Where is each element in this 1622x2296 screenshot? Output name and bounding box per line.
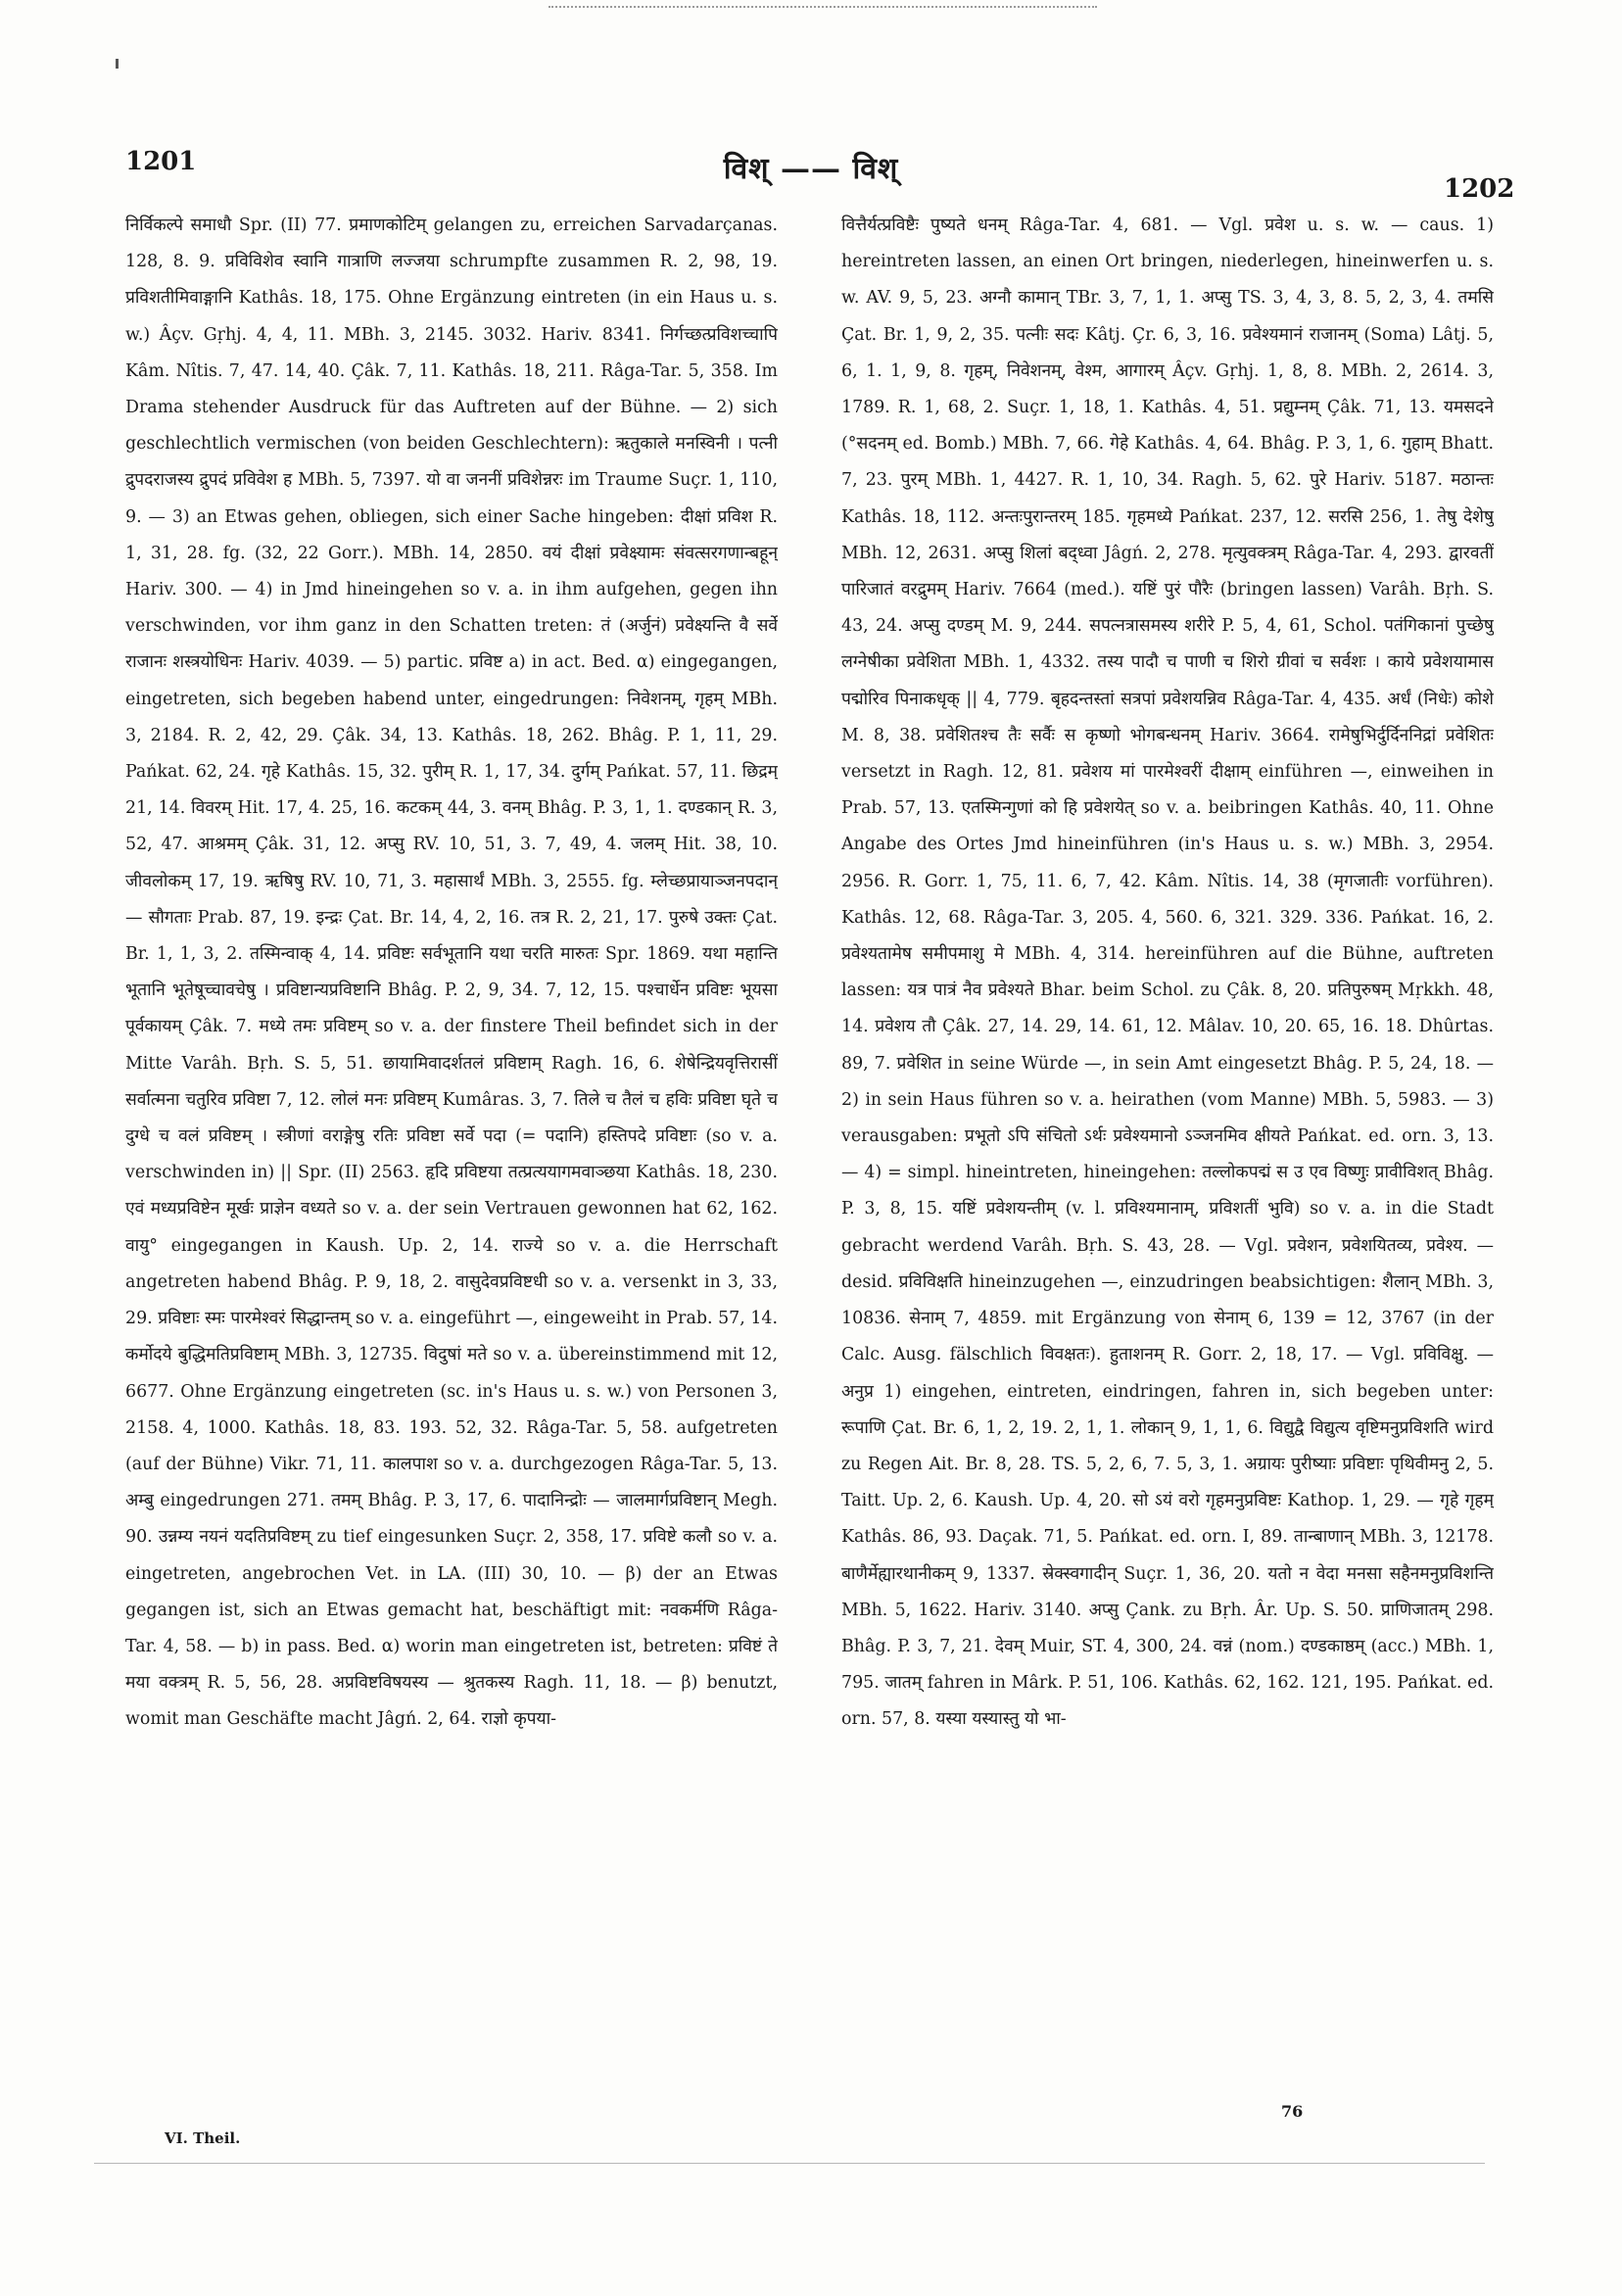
scan-top-edge — [549, 6, 1097, 8]
scan-margin-mark — [116, 59, 119, 69]
column-left-text: निर्विकल्पे समाधौ Spr. (II) 77. प्रमाणकोटिम् gelangen zu, erreichen Sarvadarçanas. 128, 8. 9. प्रविविशेव स्वानि गात्राणि लज्जया schrumpfte zusammen R. 2, 98, 19. प्रविशतीमिवाङ्गानि Kathâs. 18, 175. Ohne Ergänzung eintreten (in ein Haus u. s. w.) Âçv. Gṛhj. 4, 4, 11. MBh. 3, 2145. 3032. Hariv. 8341. निर्गच्छत्प्रविशच्चापि Kâm. Nîtis. 7, 47. 14, 40. Çâk. 7, 11. Kathâs. 18, 211. Râga-Tar. 5, 358. Im Drama stehender Ausdruck für das Auftreten auf der Bühne. — 2) sich geschlechtlich vermischen (von beiden Geschlechtern): ऋतुकाले मनस्विनी । पत्नी द्रुपदराजस्य द्रुपदं प्रविवेश ह MBh. 5, 7397. यो वा जननीं प्रविशेन्नरः im Traume Suçr. 1, 110, 9. — 3) an Etwas gehen, obliegen, sich einer Sache hingeben: दीक्षां प्रविश R. 1, 31, 28. fg. (32, 22 Gorr.). MBh. 14, 2850. वयं दीक्षां प्रवेक्ष्यामः संवत्सरगणान्बहून् Hariv. 300. — 4) in Jmd hineingehen so v. a. in ihm aufgehen, gegen ihn verschwinden, vor ihm ganz in den Schatten treten: तं (अर्जुनं) प्रवेक्ष्यन्ति वै सर्वे राजानः शस्त्रयोधिनः Hariv. 4039. — 5) partic. प्रविष्ट a) in act. Bed. α) eingegangen, eingetreten, sich begeben habend unter, eingedrungen: निवेशनम्, गृहम् MBh. 3, 2184. R. 2, 42, 29. Çâk. 34, 13. Kathâs. 18, 262. Bhâg. P. 1, 11, 29. Pańkat. 62, 24. गृहे Kathâs. 15, 32. पुरीम् R. 1, 17, 34. दुर्गम् Pańkat. 57, 11. छिद्रम् 21, 14. विवरम् Hit. 17, 4. 25, 16. कटकम् 44, 3. वनम् Bhâg. P. 3, 1, 1. दण्डकान् R. 3, 52, 47. आश्रमम् Çâk. 31, 12. अप्सु RV. 10, 51, 3. 7, 49, 4. जलम् Hit. 38, 10. जीवलोकम् 17, 19. ऋषिषु RV. 10, 71, 3. महासार्थं MBh. 3, 2555. fg. म्लेच्छप्रायाञ्जनपदान् — सौगताः Prab. 87, 19. इन्द्रः Çat. Br. 14, 4, 2, 16. तत्र R. 2, 21, 17. पुरुषे उक्तः Çat. Br. 1, 1, 3, 2. तस्मिन्वाक् 4, 14. प्रविष्टः सर्वभूतानि यथा चरति मारुतः Spr. 1869. यथा महान्ति भूतानि भूतेषूच्चावचेषु । प्रविष्टान्यप्रविष्टानि Bhâg. P. 2, 9, 34. 7, 12, 15. पश्चार्धेन प्रविष्टः भूयसा पूर्वकायम् Çâk. 7. मध्ये तमः प्रविष्टम् so v. a. der finstere Theil befindet sich in der Mitte Varâh. Bṛh. S. 5, 51. छायामिवादर्शतलं प्रविष्टाम् Ragh. 16, 6. शेषेन्द्रियवृत्तिरासीं सर्वात्मना चतुरिव प्रविष्टा 7, 12. लोलं मनः प्रविष्टम् Kumâras. 3, 7. तिले च तैलं च हविः प्रविष्टा घृते च दुग्धे च वलं प्रविष्टम् । स्त्रीणां वराङ्गेषु रतिः प्रविष्टा सर्वे पदा (= पदानि) हस्तिपदे प्रविष्टाः (so v. a. verschwinden in) || Spr. (II) 2563. हृदि प्रविष्टया तत्प्रत्ययागमवाञ्छया Kathâs. 18, 230. एवं मध्यप्रविष्टेन मूर्खः प्राज्ञेन वध्यते so v. a. der sein Vertrauen gewonnen hat 62, 162. वायु° eingegangen in Kaush. Up. 2, 14. राज्ये so v. a. die Herrschaft angetreten habend Bhâg. P. 9, 18, 2. वासुदेवप्रविष्टधी so v. a. versenkt in 3, 33, 29. प्रविष्टाः स्मः पारमेश्वरं सिद्धान्तम् so v. a. eingeführt —, eingeweiht in Prab. 57, 14. कर्मोदये बुद्धिमतिप्रविष्टाम् MBh. 3, 12735. विदुषां मते so v. a. übereinstimmend mit 12, 6677. Ohne Ergänzung eingetreten (sc. in's Haus u. s. w.) von Personen 3, 2158. 4, 1000. Kathâs. 18, 83. 193. 52, 32. Râga-Tar. 5, 58. aufgetreten (auf der Bühne) Vikr. 71, 11. कालपाश so v. a. durchgezogen Râga-Tar. 5, 13. अम्बु eingedrungen 271. तमम् Bhâg. P. 3, 17, 6. पादानिन्द्रोः — जालमार्गप्रविष्टान् Megh. 90. उन्नम्य नयनं यदतिप्रविष्टम् zu tief eingesunken Suçr. 2, 358, 17. प्रविष्टे कलौ so v. a. eingetreten, angebrochen Vet. in LA. (III) 30, 10. — β) der an Etwas gegangen ist, sich an Etwas gemacht hat, beschäftigt mit: नवकर्मणि Râga-Tar. 4, 58. — b) in pass. Bed. α) worin man eingetreten ist, betreten: प्रविष्टं ते मया वक्त्रम् R. 5, 56, 28. अप्रविष्टविषयस्य — श्रुतकस्य Ragh. 11, 18. — β) benutzt, womit man Geschäfte macht Jâgń. 2, 64. राज्ञो कृपया- — [125, 215, 778, 1730]
column-right-text: वित्तैर्यत्प्रविष्टैः पुष्यते धनम् Râga-Tar. 4, 681. — Vgl. प्रवेश u. s. w. — caus. 1) hereintreten lassen, an einen Ort bringen, niederlegen, hineinwerfen u. s. w. AV. 9, 5, 23. अग्नौ कामान् TBr. 3, 7, 1, 1. अप्सु TS. 3, 4, 3, 8. 5, 2, 3, 4. तमसि Çat. Br. 1, 9, 2, 35. पत्नीः सदः Kâtj. Çr. 6, 3, 16. प्रवेश्यमानं राजानम् (Soma) Lâtj. 5, 6, 1. 1, 9, 8. गृहम्, निवेशनम्, वेश्म, आगारम् Âçv. Gṛhj. 1, 8, 8. MBh. 2, 2614. 3, 1789. R. 1, 68, 2. Suçr. 1, 18, 1. Kathâs. 4, 51. प्रद्युम्नम् Çâk. 71, 13. यमसदने (°सदनम् ed. Bomb.) MBh. 7, 66. गेहे Kathâs. 4, 64. Bhâg. P. 3, 1, 6. गुहाम् Bhatt. 7, 23. पुरम् MBh. 1, 4427. R. 1, 10, 34. Ragh. 5, 62. पुरे Hariv. 5187. मठान्तः Kathâs. 18, 112. अन्तःपुरान्तरम् 185. गृहमध्ये Pańkat. 237, 12. सरसि 256, 1. तेषु देशेषु MBh. 12, 2631. अप्सु शिलां बद्ध्वा Jâgń. 2, 278. मृत्युवक्त्रम् Râga-Tar. 4, 293. द्वारवतीं पारिजातं वरद्रुमम् Hariv. 7664 (med.). यष्टिं पुरं पौरैः (bringen lassen) Varâh. Bṛh. S. 43, 24. अप्सु दण्डम् M. 9, 244. सपत्नत्रासमस्य शरीरे P. 5, 4, 61, Schol. पतंगिकानां पुच्छेषु लग्नेषीका प्रवेशिता MBh. 1, 4332. तस्य पादौ च पाणी च शिरो ग्रीवां च सर्वशः । काये प्रवेशयामास पद्मोरिव पिनाकधृक् || 4, 779. बृहदन्तस्तां सत्रपां प्रवेशयन्निव Râga-Tar. 4, 435. अर्धं (निधेः) कोशे M. 8, 38. प्रवेशितश्च तैः सर्वैः स कृष्णो भोगबन्धनम् Hariv. 3664. रामेषुभिर्दुर्दिननिद्रां प्रवेशितः versetzt in Ragh. 12, 81. प्रवेशय मां पारमेश्वरीं दीक्षाम् einführen —, einweihen in Prab. 57, 13. एतस्मिन्गुणां को हि प्रवेशयेत् so v. a. beibringen Kathâs. 40, 11. Ohne Angabe des Ortes Jmd hineinführen (in's Haus u. s. w.) MBh. 3, 2954. 2956. R. Gorr. 1, 75, 11. 6, 7, 42. Kâm. Nîtis. 14, 38 (मृगजातीः vorführen). Kathâs. 12, 68. Râga-Tar. 3, 205. 4, 560. 6, 321. 329. 336. Pańkat. 16, 2. प्रवेश्यतामेष समीपमाशु मे MBh. 4, 314. hereinführen auf die Bühne, auftreten lassen: यत्र पात्रं नैव प्रवेश्यते Bhar. beim Schol. zu Çâk. 8, 20. प्रतिपुरुषम् Mṛkkh. 48, 14. प्रवेशय तौ Çâk. 27, 14. 29, 14. 61, 12. Mâlav. 10, 20. 65, 16. 18. Dhûrtas. 89, 7. प्रवेशित in seine Würde —, in sein Amt eingesetzt Bhâg. P. 5, 24, 18. — 2) in sein Haus führen so v. a. heirathen (vom Manne) MBh. 5, 5983. — 3) verausgaben: प्रभूतो ऽपि संचितो ऽर्थः प्रवेश्यमानो ऽञ्जनमिव क्षीयते Pańkat. ed. orn. 3, 13. — 4) = simpl. hineintreten, hineingehen: तल्लोकपद्मं स उ एव विष्णुः प्रावीविशत् Bhâg. P. 3, 8, 15. यष्टिं प्रवेशयन्तीम् (v. l. प्रविश्यमानाम्, प्रविशतीं भुवि) so v. a. in die Stadt gebracht werdend Varâh. Bṛh. S. 43, 28. — Vgl. प्रवेशन, प्रवेशयितव्य, प्रवेश्य. — desid. प्रविविक्षति hineinzugehen —, einzudringen beabsichtigen: शैलान् MBh. 3, 10836. सेनाम् 7, 4859. mit Ergänzung von सेनाम् 6, 139 = 12, 3767 (in der Calc. Ausg. fälschlich विवक्षतः). हुताशनम् R. Gorr. 2, 18, 17. — Vgl. प्रविविक्षु. — अनुप्र 1) eingehen, eintreten, eindringen, fahren in, sich begeben unter: रूपाणि Çat. Br. 6, 1, 2, 19. 2, 1, 1. लोकान् 9, 1, 1, 6. विद्युद्वै विद्युत्य वृष्टिमनुप्रविशति wird zu Regen Ait. Br. 8, 28. TS. 5, 2, 6, 7. 5, 3, 1. अग्रायः पुरीष्याः प्रविष्टाः पृथिवीमनु 2, 5. Taitt. Up. 2, 6. Kaush. Up. 4, 20. सो ऽयं वरो गृहमनुप्रविष्टः Kathop. 1, 29. — गृहे गृहम् Kathâs. 86, 93. Daçak. 71, 5. Pańkat. ed. orn. I, 89. तान्बाणान् MBh. 3, 12178. बाणैर्मेह्यारथानीकम् 9, 1337. स्रेक्स्वगादीन् Suçr. 1, 36, 20. यतो न वेदा मनसा सहैनमनुप्रविशन्ति MBh. 5, 1622. Hariv. 3140. अप्सु Çank. zu Bṛh. Âr. Up. S. 50. प्राणिजातम् 298. Bhâg. P. 3, 7, 21. देवम् Muir, ST. 4, 300, 24. वन्नं (nom.) दण्डकाष्ठम् (acc.) MBh. 1, 795. जातम् fahren in Mârk. P. 51, 106. Kathâs. 62, 162. 121, 195. Pańkat. ed. orn. 57, 8. यस्या यस्यास्तु यो भा- — [841, 215, 1494, 1730]
text-column-left — [125, 208, 778, 2098]
volume-signature: VI. Theil. — [165, 2129, 241, 2147]
running-headword: विश् —— विश् — [723, 152, 899, 186]
bottom-rule — [94, 2163, 1485, 2164]
column-number-left: 1201 — [125, 147, 197, 176]
sheet-number: 76 — [1281, 2102, 1304, 2121]
text-column-right — [841, 208, 1494, 2098]
column-number-right: 1202 — [1444, 174, 1515, 204]
